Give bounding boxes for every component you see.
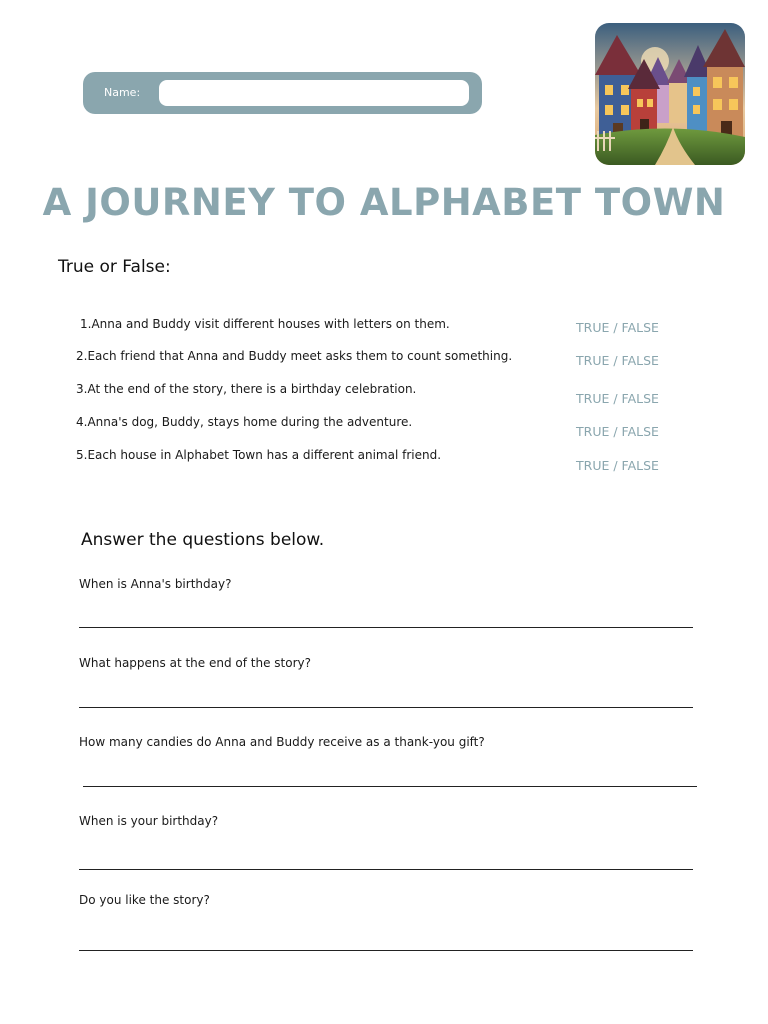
name-bar xyxy=(83,72,482,114)
statement-text: Anna's dog, Buddy, stays home during the adventure. xyxy=(87,415,413,429)
true-false-option-3[interactable]: TRUE / FALSE xyxy=(576,391,659,406)
true-false-option-2[interactable]: TRUE / FALSE xyxy=(576,353,659,368)
name-label: Name: xyxy=(104,86,141,99)
statement-text: At the end of the story, there is a birthday celebration. xyxy=(87,382,417,396)
question-2: What happens at the end of the story? xyxy=(79,656,311,670)
statement-number: 2. xyxy=(76,349,88,363)
answer-input-4[interactable] xyxy=(79,847,693,870)
worksheet-title: A JOURNEY TO ALPHABET TOWN xyxy=(42,181,726,224)
name-input[interactable] xyxy=(159,80,469,106)
statement-text: Each house in Alphabet Town has a different animal friend. xyxy=(87,448,442,462)
answer-input-5[interactable] xyxy=(79,928,693,951)
answer-input-3[interactable] xyxy=(83,764,697,787)
statement-number: 1. xyxy=(80,317,92,331)
statement-text: Each friend that Anna and Buddy meet asks them to count something. xyxy=(87,349,513,363)
true-false-option-1[interactable]: TRUE / FALSE xyxy=(576,320,659,335)
town-houses-illustration xyxy=(595,23,745,165)
true-false-statement xyxy=(80,317,450,331)
statement-number: 5. xyxy=(76,448,88,462)
true-false-statement xyxy=(76,448,441,462)
true-false-heading: True or False: xyxy=(58,257,171,277)
question-3: How many candies do Anna and Buddy receive as a thank-you gift? xyxy=(79,735,485,749)
questions-heading: Answer the questions below. xyxy=(81,530,325,550)
question-4: When is your birthday? xyxy=(79,814,219,828)
statement-number: 3. xyxy=(76,382,88,396)
true-false-option-4[interactable]: TRUE / FALSE xyxy=(576,424,659,439)
statement-number: 4. xyxy=(76,415,88,429)
true-false-statement xyxy=(76,415,412,429)
answer-input-1[interactable] xyxy=(79,605,693,628)
question-5: Do you like the story? xyxy=(79,893,210,907)
true-false-statement xyxy=(76,349,512,363)
answer-input-2[interactable] xyxy=(79,685,693,708)
true-false-option-5[interactable]: TRUE / FALSE xyxy=(576,458,659,473)
statement-text: Anna and Buddy visit different houses with letters on them. xyxy=(91,317,450,331)
true-false-statement xyxy=(76,382,416,396)
question-1: When is Anna's birthday? xyxy=(79,577,232,591)
